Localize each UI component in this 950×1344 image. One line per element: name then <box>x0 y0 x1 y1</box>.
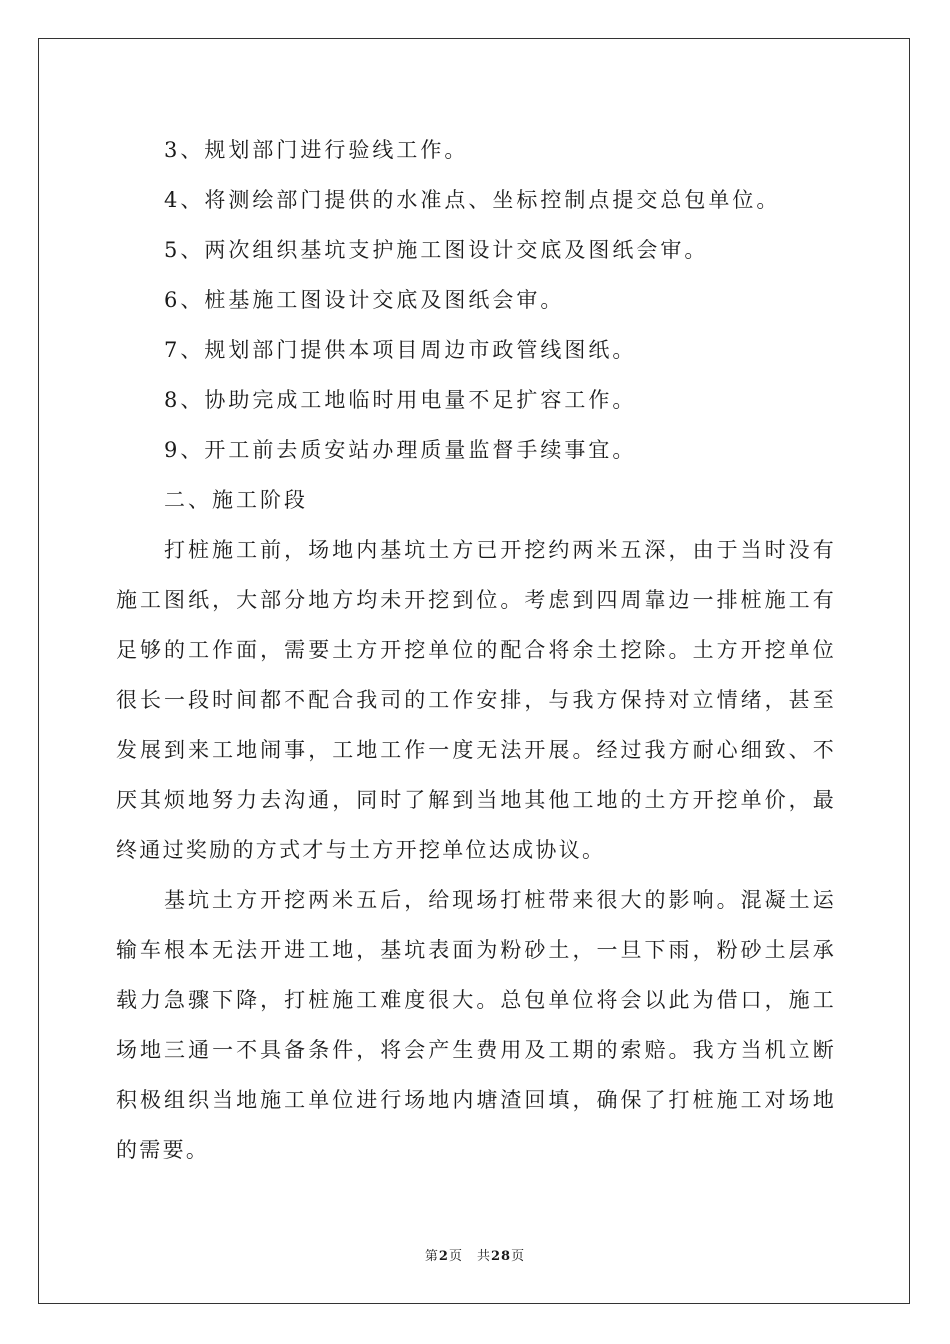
paragraph-1: 打桩施工前，场地内基坑土方已开挖约两米五深，由于当时没有施工图纸，大部分地方均未开挖到位。考虑到四周靠边一排桩施工有足够的工作面，需要土方开挖单位的配合将余土挖除。土方开挖单位很长一段时间都不配合我司的工作安排，与我方保持对立情绪，甚至发展到来工地闹事，工地工作一度无法开展。经过我方耐心细致、不厌其烦地努力去沟通，同时了解到当地其他工地的土方开挖单价，最终通过奖励的方式才与土方开挖单位达成协议。 <box>116 538 836 862</box>
paragraph-2: 基坑土方开挖两米五后，给现场打桩带来很大的影响。混凝土运输车根本无法开进工地，基坑表面为粉砂土，一旦下雨，粉砂土层承载力急骤下降，打桩施工难度很大。总包单位将会以此为借口，施工场地三通一不具备条件，将会产生费用及工期的索赔。我方当机立断积极组织当地施工单位进行场地内塘渣回填，确保了打桩施工对场地的需要。 <box>116 888 836 1162</box>
list-item-3: 3、规划部门进行验线工作。 <box>164 138 469 162</box>
list-item-6: 6、桩基施工图设计交底及图纸会审。 <box>164 288 565 312</box>
footer-suffix: 页 <box>511 1249 526 1264</box>
list-item-9: 9、开工前去质安站办理质量监督手续事宜。 <box>164 438 637 462</box>
section-heading: 二、施工阶段 <box>164 488 308 512</box>
list-item-4: 4、将测绘部门提供的水准点、坐标控制点提交总包单位。 <box>164 188 781 212</box>
document-body <box>116 125 836 1175</box>
list-item-5: 5、两次组织基坑支护施工图设计交底及图纸会审。 <box>164 238 709 262</box>
list-item-7: 7、规划部门提供本项目周边市政管线图纸。 <box>164 338 637 362</box>
footer-mid: 页 共 <box>448 1249 491 1264</box>
footer-page-number: 2 <box>438 1249 449 1264</box>
footer-total-pages: 28 <box>490 1249 512 1264</box>
footer-prefix: 第 <box>424 1249 439 1264</box>
page-footer <box>0 1245 950 1264</box>
list-item-8: 8、协助完成工地临时用电量不足扩容工作。 <box>164 388 637 412</box>
